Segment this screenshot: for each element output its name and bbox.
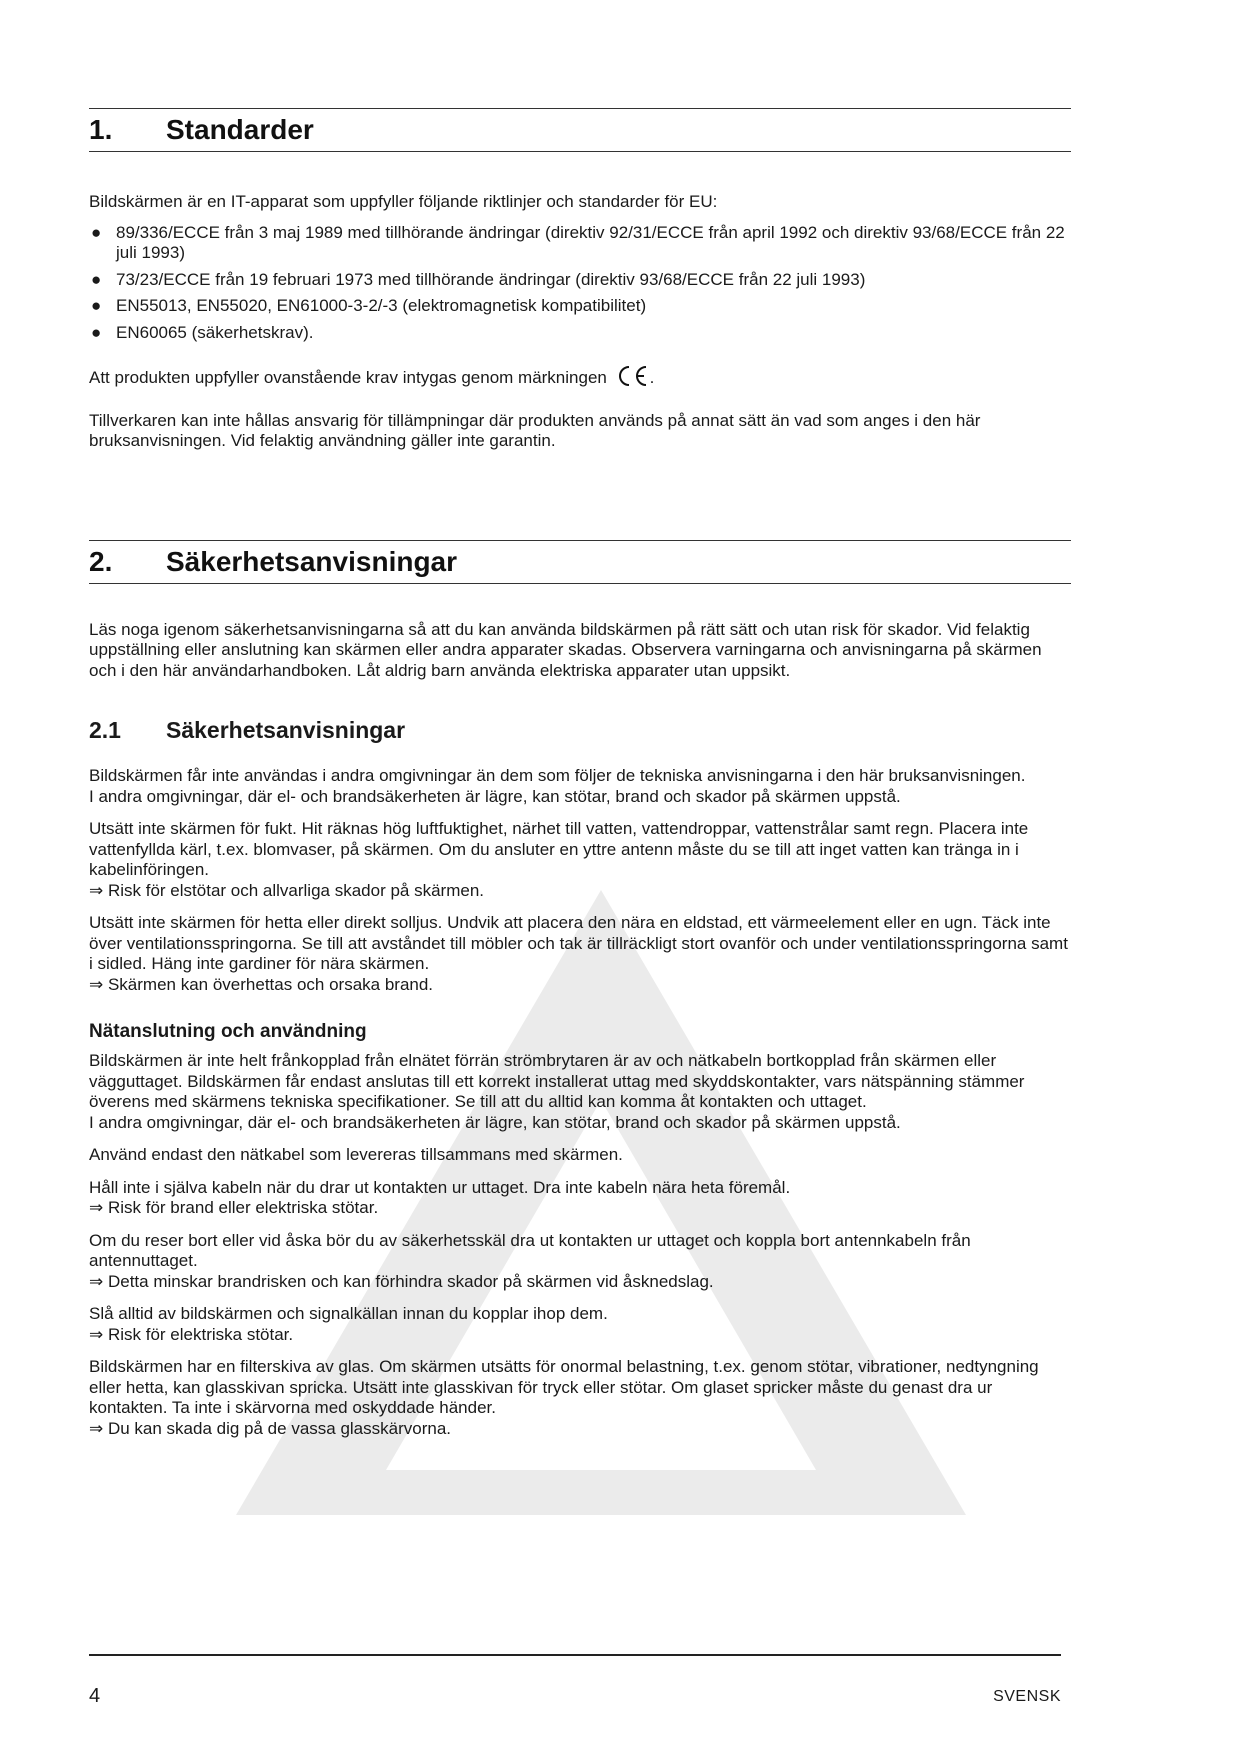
power-connection-heading: Nätanslutning och användning	[89, 1021, 367, 1042]
language-label: SVENSK	[993, 1688, 1061, 1705]
section-2-title: Säkerhetsanvisningar	[166, 545, 458, 577]
paragraph-signal-source: Slå alltid av bildskärmen och signalkällan innan du kopplar ihop dem. ⇒ Risk för elektriska stötar.	[89, 1304, 608, 1344]
liability-note: Tillverkaren kan inte hållas ansvarig för tillämpningar där produkten används på annat sätt än vad som anges i den här bruksanvisningen. Vid felaktig användning gäller inte garantin.	[89, 410, 981, 450]
ce-statement: Att produkten uppfyller ovanstående krav intygas genom märkningen .	[89, 365, 1071, 389]
section-2-heading	[89, 540, 1071, 584]
safety-intro: Läs noga igenom säkerhetsanvisningarna så att du kan använda bildskärmen på rätt sätt och utan risk för skador. Vid felaktig uppställning eller anslutning kan skärmen eller andra apparater skadas. Observera varningarna och anvisningarna på skärmen och i den här användarhandboken. Låt aldrig barn använda elektriska apparater utan uppsikt.	[89, 619, 1042, 680]
standards-list	[89, 223, 1071, 344]
paragraph-environment: Bildskärmen får inte användas i andra omgivningar än dem som följer de tekniska anvisningarna i den här bruksanvisningen. I andra omgivningar, där el- och brandsäkerheten är lägre, kan stötar, brand och skador på skärmen uppstå.	[89, 766, 1026, 806]
section-1-number: 1.	[89, 114, 113, 145]
paragraph-moisture: Utsätt inte skärmen för fukt. Hit räknas hög luftfuktighet, närhet till vatten, vattendroppar, vattenstrålar samt regn. Placera inte vattenfyllda kärl, t.ex. blomvaser, på skärmen. Om du ansluter en yttre antenn måste du se till att inget vatten kan tränga in i kabelinföringen. ⇒ Risk för elstötar och allvarliga skador på skärmen.	[89, 819, 1029, 900]
bullet-icon: ●	[91, 322, 102, 342]
paragraph-glass-filter: Bildskärmen har en filterskiva av glas. Om skärmen utsätts för onormal belastning, t.ex. genom stötar, vibrationer, nedtyngning eller hetta, kan glasskivan spricka. Utsätt inte glasskivan för tryck eller stötar. Om glaset spricker måste du genast dra ur kontakten. Ta inte i skärvorna med oskyddade händer. ⇒ Du kan skada dig på de vassa glasskärvorna.	[89, 1357, 1039, 1438]
bullet-icon: ●	[91, 222, 102, 242]
subsection-number: 2.1	[89, 717, 121, 743]
bullet-icon: ●	[91, 296, 102, 315]
list-item: ● EN60065 (säkerhetskrav).	[91, 322, 314, 342]
list-item: ● 89/336/ECCE från 3 maj 1989 med tillhörande ändringar (direktiv 92/31/ECCE från april 1992 och direktiv 93/68/ECCE från 22 juli 1993)	[91, 222, 1065, 262]
paragraph-unplug: Håll inte i själva kabeln när du drar ut kontakten ur uttaget. Dra inte kabeln nära heta föremål. ⇒ Risk för brand eller elektriska stötar.	[89, 1177, 791, 1217]
subsection-title: Säkerhetsanvisningar	[166, 717, 406, 743]
ce-mark-icon	[616, 365, 650, 387]
page-number: 4	[89, 1685, 101, 1707]
section-2-number: 2.	[89, 545, 113, 577]
paragraph-power-cable: Använd endast den nätkabel som levereras tillsammans med skärmen.	[89, 1145, 623, 1164]
standards-intro: Bildskärmen är en IT-apparat som uppfyller följande riktlinjer och standarder för EU:	[89, 192, 718, 211]
subsection-2-1-heading	[89, 717, 1071, 744]
page-content	[89, 108, 1071, 1451]
bullet-icon: ●	[91, 269, 102, 289]
list-item: ● EN55013, EN55020, EN61000-3-2/-3 (elektromagnetisk kompatibilitet)	[91, 296, 647, 315]
list-item: ● 73/23/ECCE från 19 februari 1973 med tillhörande ändringar (direktiv 93/68/ECCE från 22 juli 1993)	[91, 269, 866, 289]
paragraph-thunderstorm: Om du reser bort eller vid åska bör du av säkerhetsskäl dra ut kontakten ur uttaget och koppla bort antennkabeln från antennuttaget. ⇒ Detta minskar brandrisken och kan förhindra skador på skärmen vid åsknedslag.	[89, 1230, 971, 1291]
paragraph-heat: Utsätt inte skärmen för hetta eller direkt solljus. Undvik att placera den nära en eldstad, ett värmeelement eller en ugn. Täck inte över ventilationsspringorna. Se till att avståndet till möbler och tak är tillräckligt stort ovanför och under ventilationsspringorna samt i sidled. Häng inte gardiner för nära skärmen. ⇒ Skärmen kan överhettas och orsaka brand.	[89, 913, 1068, 994]
footer-divider	[89, 1654, 1061, 1656]
paragraph-power-disconnect: Bildskärmen är inte helt frånkopplad från elnätet förrän strömbrytaren är av och nätkabeln bortkopplad från skärmen eller vägguttaget. Bildskärmen får endast anslutas till ett korrekt installerat uttag med skyddskontakter, vars nätspänning stämmer överens med skärmens tekniska specifikationer. Se till att du alltid kan komma åt kontakten och uttaget. I andra omgivningar, där el- och brandsäkerheten är lägre, kan stötar, brand och skador på skärmen uppstå.	[89, 1051, 1025, 1132]
section-1-title: Standarder	[166, 114, 314, 145]
section-1-heading	[89, 108, 1071, 152]
